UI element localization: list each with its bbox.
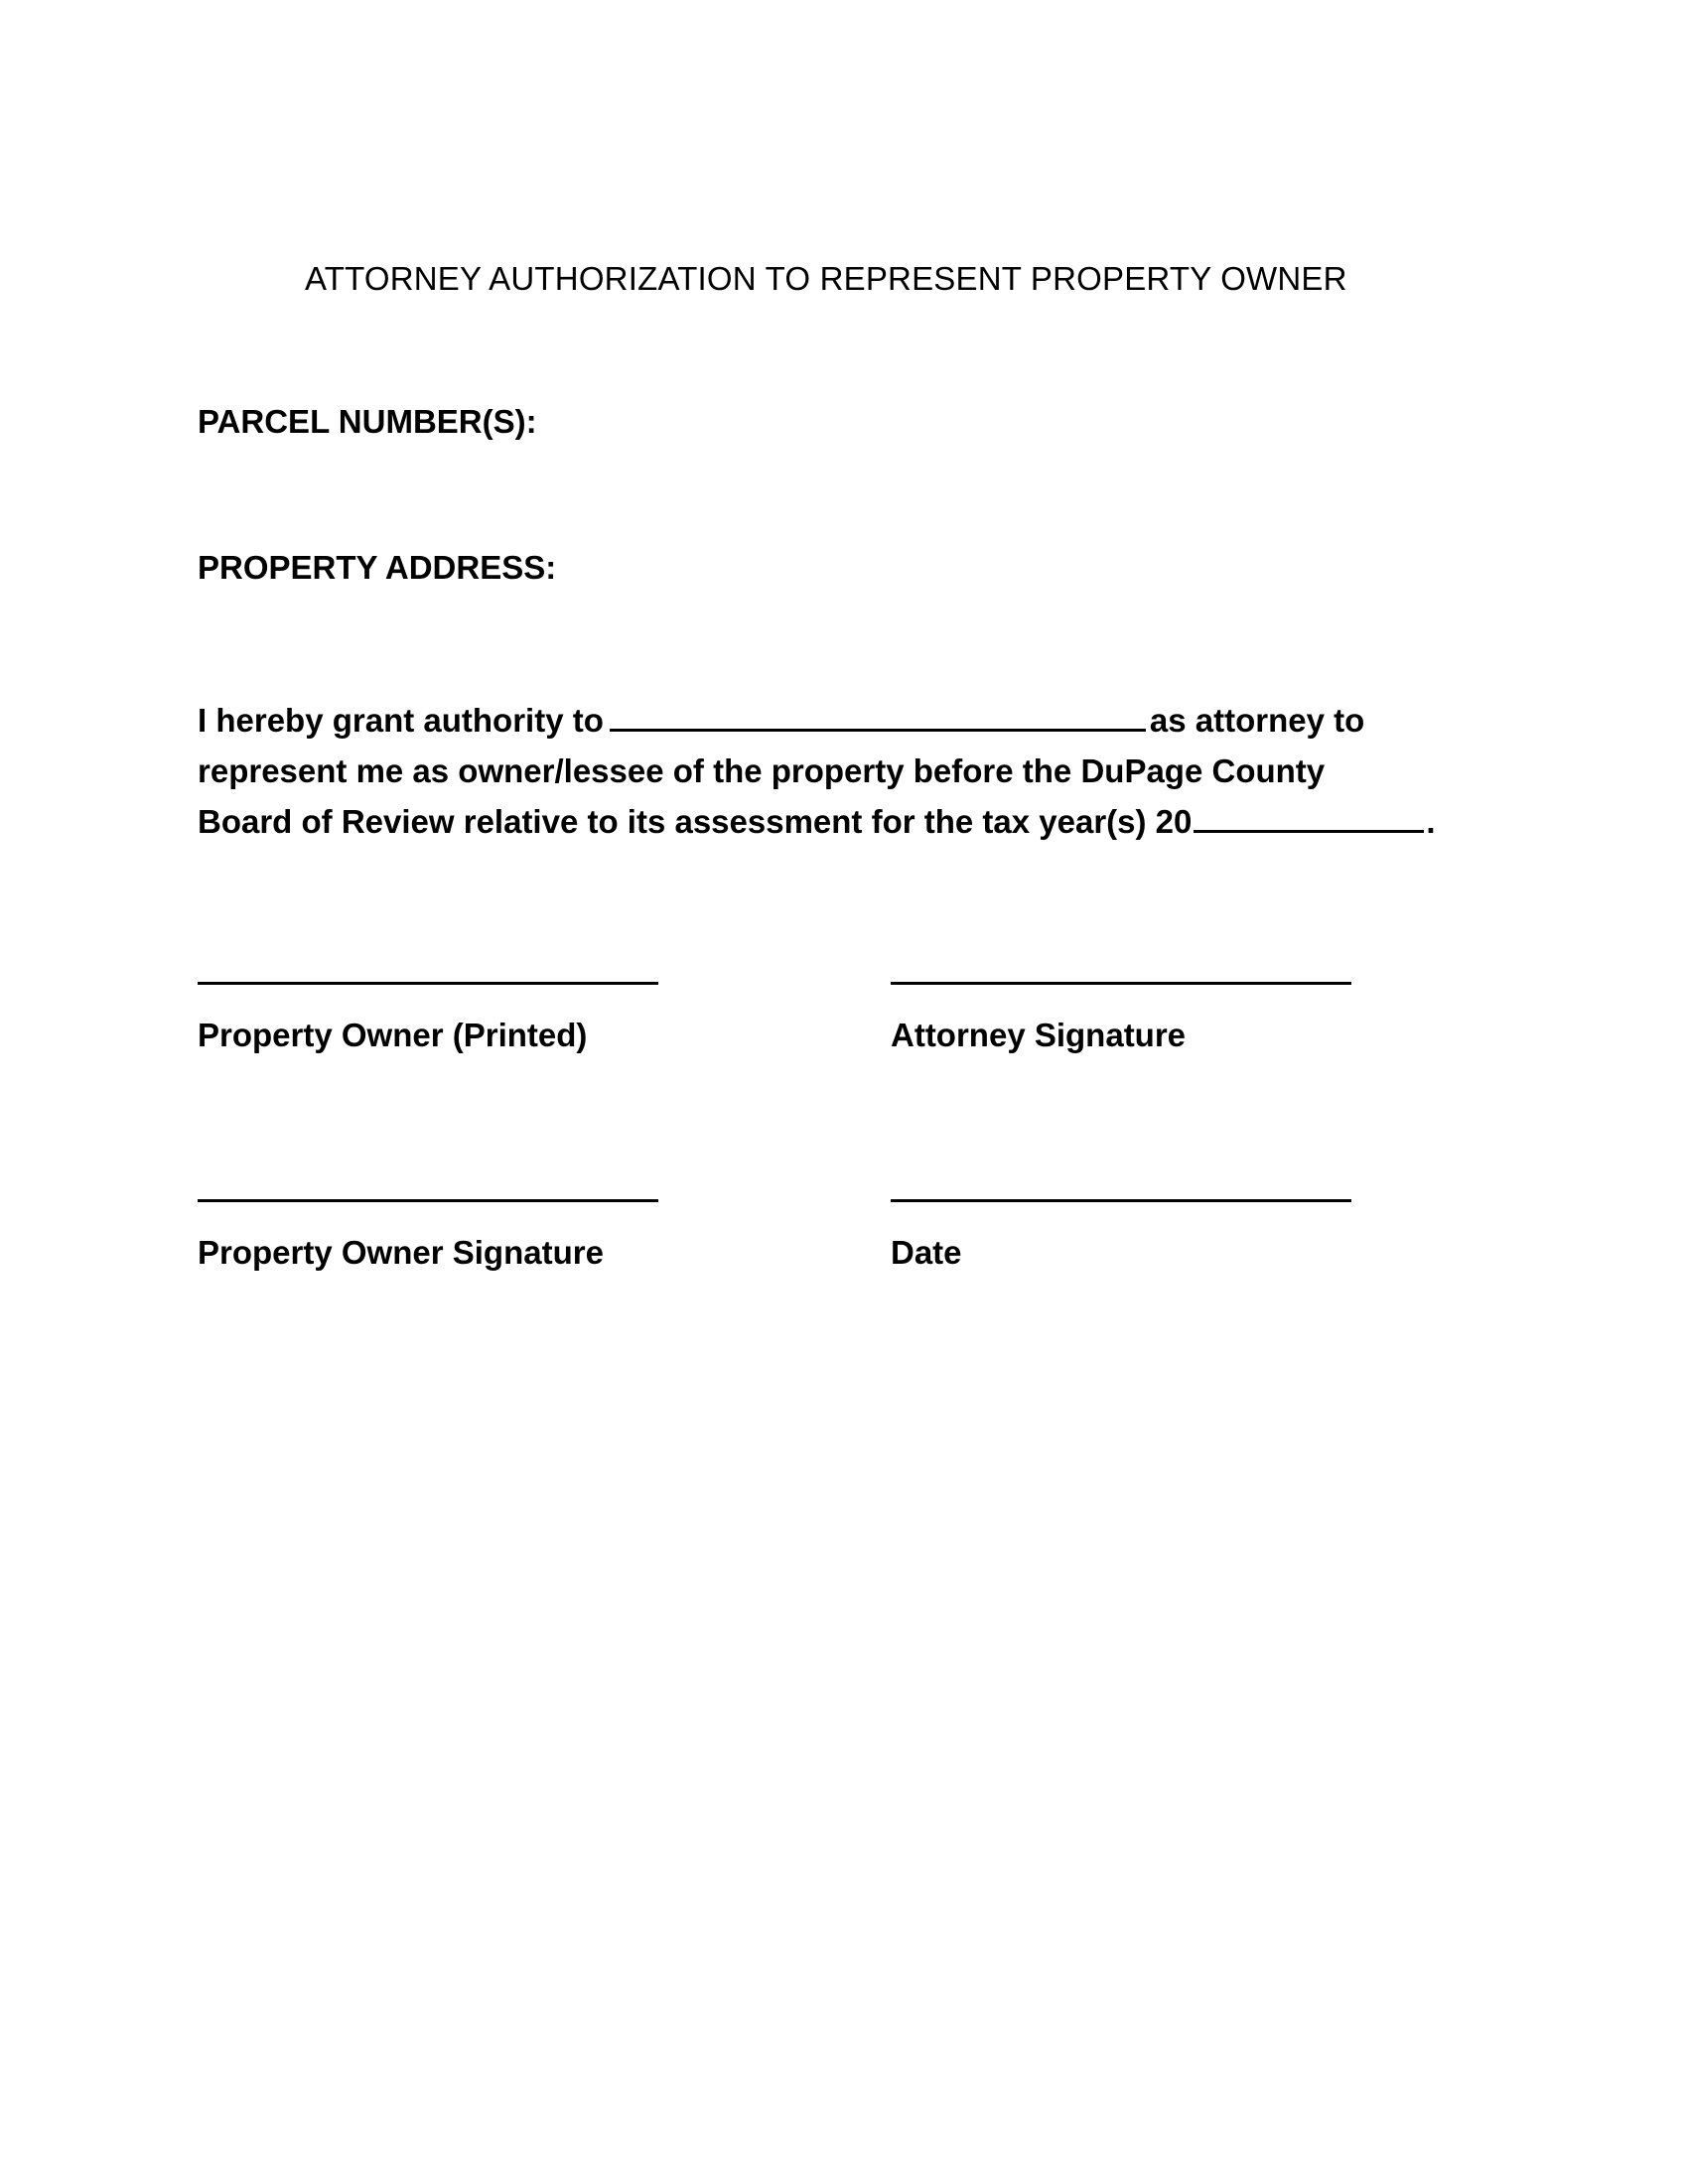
authorization-period: . xyxy=(1426,803,1436,840)
authorization-line-1 xyxy=(198,695,1508,746)
parcel-number-label: PARCEL NUMBER(S): xyxy=(198,403,537,440)
authorization-tax-year-text: Board of Review relative to its assessment for the tax year(s) 20 xyxy=(198,803,1193,840)
property-owner-printed-label: Property Owner (Printed) xyxy=(198,1017,588,1053)
date-line[interactable] xyxy=(891,1199,1351,1202)
property-owner-signature-line[interactable] xyxy=(198,1199,658,1202)
authorization-attorney-text: as attorney to xyxy=(1149,702,1365,739)
tax-year-blank[interactable] xyxy=(1194,804,1424,833)
date-label: Date xyxy=(891,1234,962,1271)
attorney-name-blank[interactable] xyxy=(610,703,1146,732)
authorization-line-2: represent me as owner/lessee of the property before the DuPage County xyxy=(198,752,1326,789)
authorization-paragraph xyxy=(198,695,1508,847)
property-address-label: PROPERTY ADDRESS: xyxy=(198,549,557,586)
document-title: ATTORNEY AUTHORIZATION TO REPRESENT PROPERTY OWNER xyxy=(305,260,1347,297)
property-owner-signature-label: Property Owner Signature xyxy=(198,1234,604,1271)
authorization-line-3 xyxy=(198,796,1508,847)
property-owner-printed-line[interactable] xyxy=(198,982,658,985)
attorney-signature-line[interactable] xyxy=(891,982,1351,985)
attorney-signature-label: Attorney Signature xyxy=(891,1017,1187,1053)
authorization-grant-text: I hereby grant authority to xyxy=(198,702,604,739)
